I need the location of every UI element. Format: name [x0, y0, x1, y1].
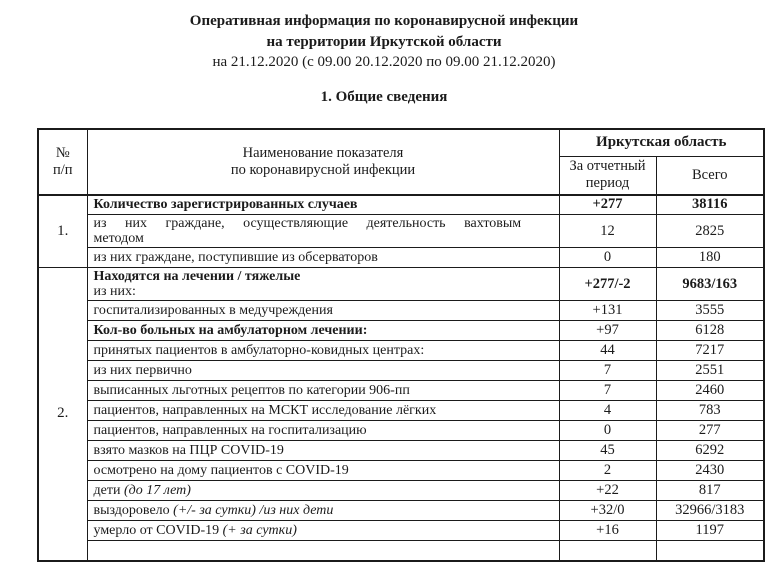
indicator-name-cell [87, 268, 559, 301]
indicator-name-text: выписанных льготных рецептов по категории 906-пп [93, 383, 410, 398]
table-row [38, 381, 764, 401]
indicator-name-cell [87, 215, 559, 248]
total-value-cell: 180 [656, 248, 764, 268]
column-header-indicator-line1: Наименование показателя [242, 144, 404, 161]
indicator-name-text: из них граждане, осуществляющие деятельность вахтовым [93, 216, 522, 231]
indicator-name-cell [87, 521, 559, 541]
period-value-cell: 12 [559, 215, 656, 248]
period-value-cell: 7 [559, 381, 656, 401]
covid-summary-table [37, 128, 765, 562]
period-value-cell: +97 [559, 321, 656, 341]
period-value-cell: +32/0 [559, 501, 656, 521]
indicator-name-text: из них граждане, поступившие из обсерваторов [93, 250, 378, 265]
table-row [38, 321, 764, 341]
indicator-name-cell [87, 248, 559, 268]
period-value-cell [559, 541, 656, 561]
indicator-name-text: взято мазков на ПЦР COVID-19 [93, 443, 284, 458]
total-value-cell [656, 541, 764, 561]
table-row [38, 501, 764, 521]
column-header-number-line2: п/п [52, 161, 73, 178]
period-value-cell: 2 [559, 461, 656, 481]
total-value-cell: 6292 [656, 441, 764, 461]
table-row [38, 401, 764, 421]
indicator-name-text: принятых пациентов в амбулаторно-ковидных центрах: [93, 343, 425, 358]
indicator-name-text: пациентов, направленных на МСКТ исследование лёгких [93, 403, 437, 418]
period-value-cell: 45 [559, 441, 656, 461]
indicator-name-cell [87, 401, 559, 421]
indicator-name-text: пациентов, направленных на госпитализацию [93, 423, 367, 438]
table-row [38, 541, 764, 561]
indicator-name-cell [87, 301, 559, 321]
indicator-name-text: осмотрено на дому пациентов с COVID-19 [93, 463, 349, 478]
total-value-cell: 277 [656, 421, 764, 441]
period-value-cell: 44 [559, 341, 656, 361]
table-row [38, 361, 764, 381]
indicator-name-text: из них первично [93, 363, 192, 378]
table-row [38, 421, 764, 441]
indicator-name-text: дети [93, 483, 124, 498]
table-row [38, 301, 764, 321]
total-value-cell: 7217 [656, 341, 764, 361]
indicator-name-second-line: методом [93, 231, 144, 246]
column-header-total: Всего [656, 157, 764, 195]
total-value-cell: 6128 [656, 321, 764, 341]
section-heading: 1. Общие сведения [320, 88, 448, 105]
title-line-1: Оперативная информация по коронавирусной инфекции [189, 13, 579, 29]
title-date-line: на 21.12.2020 (с 09.00 20.12.2020 по 09.00 21.12.2020) [212, 54, 556, 70]
table-body [38, 195, 764, 561]
total-value-cell: 2460 [656, 381, 764, 401]
indicator-name-cell [87, 195, 559, 215]
indicator-name-second-line: из них: [93, 284, 136, 299]
period-value-cell: +131 [559, 301, 656, 321]
table-row [38, 461, 764, 481]
indicator-name-italic-note: (до 17 лет) [123, 483, 191, 498]
table-row [38, 441, 764, 461]
indicator-name-cell [87, 441, 559, 461]
table-row [38, 268, 764, 301]
document-title [0, 11, 768, 73]
total-value-cell: 2551 [656, 361, 764, 381]
total-value-cell: 3555 [656, 301, 764, 321]
indicator-name-text: выздоровело [93, 503, 174, 518]
indicator-name-text: Количество зарегистрированных случаев [93, 197, 358, 213]
table-row [38, 521, 764, 541]
indicator-name-cell [87, 341, 559, 361]
table-row [38, 215, 764, 248]
period-value-cell: 7 [559, 361, 656, 381]
indicator-name-text: умерло от COVID-19 [93, 523, 223, 538]
total-value-cell: 2825 [656, 215, 764, 248]
column-header-indicator-line2: по коронавирусной инфекции [230, 161, 416, 178]
indicator-name-cell [87, 481, 559, 501]
table-row [38, 195, 764, 215]
table-row [38, 481, 764, 501]
document-page [0, 11, 768, 556]
total-value-cell: 32966/3183 [656, 501, 764, 521]
total-value-cell: 1197 [656, 521, 764, 541]
column-header-indicator [87, 129, 559, 195]
total-value-cell: 9683/163 [656, 268, 764, 301]
period-value-cell: 0 [559, 248, 656, 268]
column-header-number [38, 129, 87, 195]
indicator-name-cell [87, 381, 559, 401]
table-row [38, 341, 764, 361]
indicator-name-cell [87, 461, 559, 481]
indicator-name-cell [87, 541, 559, 561]
indicator-name-text: Кол-во больных на амбулаторном лечении: [93, 323, 368, 338]
total-value-cell: 783 [656, 401, 764, 421]
total-value-cell: 38116 [656, 195, 764, 215]
indicator-name-cell [87, 501, 559, 521]
period-value-cell: +277 [559, 195, 656, 215]
period-value-cell: 4 [559, 401, 656, 421]
period-value-cell: +277/-2 [559, 268, 656, 301]
total-value-cell: 2430 [656, 461, 764, 481]
indicator-name-text: госпитализированных в медучреждения [93, 303, 333, 318]
column-header-number-line1: № [55, 144, 70, 161]
column-header-period: За отчетный период [559, 157, 656, 195]
indicator-name-text: Находятся на лечении / тяжелые [93, 269, 301, 284]
period-value-cell: 0 [559, 421, 656, 441]
table-row [38, 248, 764, 268]
indicator-name-cell [87, 361, 559, 381]
indicator-name-italic-note: (+/- за сутки) /из них дети [173, 503, 334, 518]
row-group-number: 2. [38, 268, 87, 561]
title-line-2: на территории Иркутской области [266, 33, 502, 50]
indicator-name-cell [87, 421, 559, 441]
column-header-region: Иркутская область [559, 129, 764, 157]
indicator-name-italic-note: (+ за сутки) [222, 523, 297, 538]
row-group-number: 1. [38, 195, 87, 268]
period-value-cell: +16 [559, 521, 656, 541]
table-header [38, 129, 764, 195]
period-value-cell: +22 [559, 481, 656, 501]
total-value-cell: 817 [656, 481, 764, 501]
indicator-name-cell [87, 321, 559, 341]
